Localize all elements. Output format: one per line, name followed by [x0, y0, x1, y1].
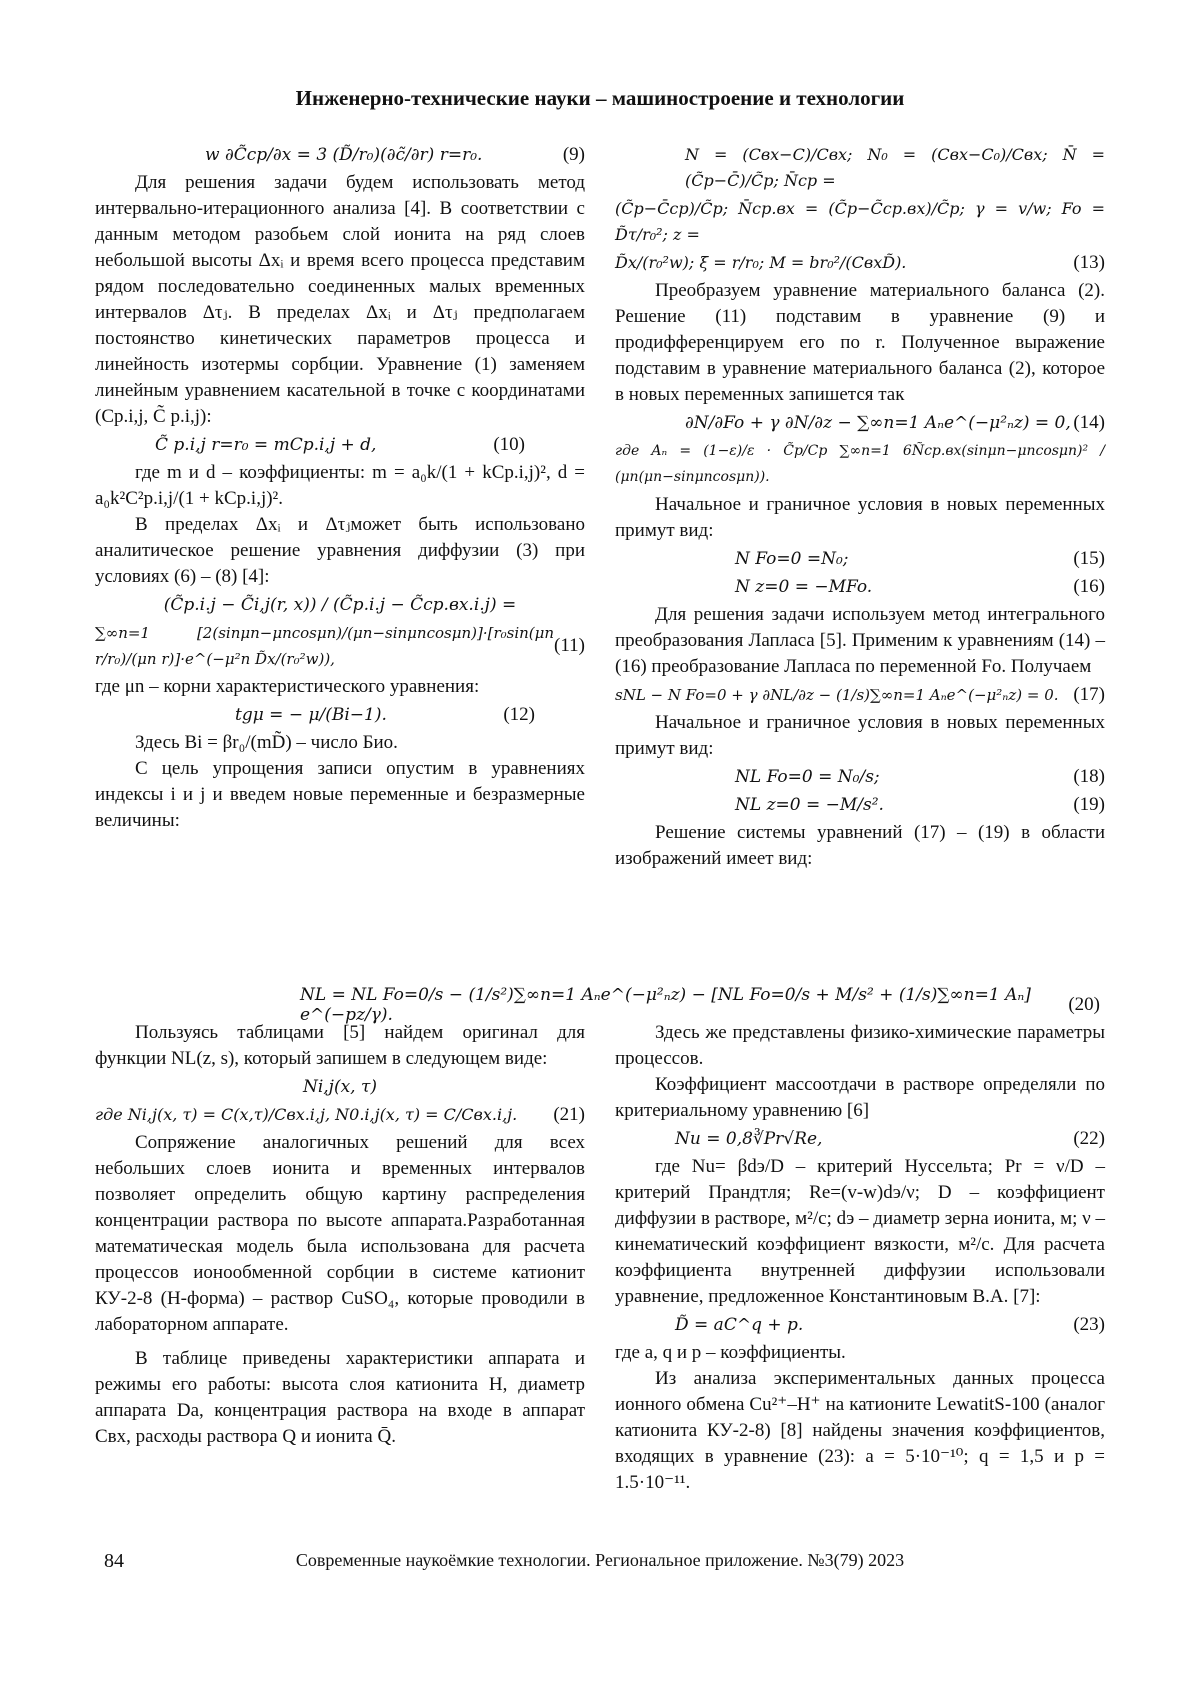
paragraph: Преобразуем уравнение материального баланса (2). Решение (11) подставим в уравнение (9) и продифференцируем его по r. Полученное выражение подставим в уравнение материального баланса (2), которое в новых переменных запишется так [615, 280, 1105, 405]
paragraph: Пользуясь таблицами [5] найдем оригинал для функции NL(z, s), который запишем в следующем виде: [95, 1022, 585, 1069]
equation-17 [615, 682, 1105, 708]
paragraph: где Nu= βdэ/D – критерий Нуссельта; Pr = ν/D – критерий Прандтля; Re=(v-w)dэ/ν; D – коэффициент диффузии в растворе, м²/с; dэ – диаметр зерна ионита, м; ν – кинематический коэффициент вязкости, м²/с. Для расчета коэффициента внутренней диффузии использовали уравнение, предложенное Константиновым В.А. [7]: [615, 1156, 1105, 1307]
equation-11-lhs [95, 592, 585, 618]
equation-18-number: (18) [1073, 766, 1105, 787]
equation-22-formula: Nu = 0,8∛Pr√Re, [675, 1129, 823, 1149]
journal-title: Современные наукоёмкие технологии. Региональное приложение. №3(79) 2023 [295, 1550, 905, 1570]
equation-9-formula: w ∂C̃ср/∂x = 3 (D̃/r₀)(∂c̃/∂r) r=r₀. [205, 145, 483, 165]
paragraph: Начальное и граничное условия в новых переменных примут вид: [615, 712, 1105, 759]
equation-20 [90, 985, 1100, 1025]
equation-16 [615, 574, 1105, 600]
paragraph: Коэффициент массоотдачи в растворе определяли по критериальному уравнению [6] [615, 1074, 1105, 1121]
equation-13-line2-formula: (C̃p−C̄ср)/C̃p; N̄ср.вх = (C̃p−C̃ср.вх)/C̃p; γ = v/w; Fo = D̃τ/r₀²; z = [615, 199, 1105, 244]
equation-13 [615, 250, 1105, 276]
equation-12-number: (12) [503, 704, 535, 725]
running-header: Инженерно-технические науки – машиностроение и технологии [295, 86, 905, 110]
equation-11-lhs-formula: (C̃p.i.j − C̃i,j(r, x)) / (C̃p.i.j − C̃ср.вх.i.j) = [163, 595, 517, 615]
left-column-top [95, 140, 585, 834]
equation-14-formula: ∂N/∂Fo + γ ∂N/∂z − ∑∞n=1 Aₙe^(−μ²ₙz) = 0, [685, 413, 1071, 433]
equation-9-number: (9) [562, 144, 585, 165]
equation-19-formula: NL z=0 = −M/s². [735, 795, 884, 815]
paragraph: Для решения задачи будем использовать метод интервально-итерационного анализа [4]. В соответствии с данным методом разобьем слой ионита на ряд слоев небольшой высоты Δxᵢ и время всего процесса представим рядом последовательно соединенных малых временных интервалов Δτⱼ. В пределах Δxᵢ и Δτⱼ предполагаем постоянство кинетических параметров процесса и линейность изотермы сорбции. Уравнение (1) заменяем линейным уравнением касательной в точке с координатами (Cp.i,j, C̃ p.i,j): [95, 172, 585, 427]
equation-14-coefficient-formula: где Aₙ = (1−ε)/ε · C̃p/Cp ∑∞n=1 6Ñср.вх(sinμn−μncosμn)² / (μn(μn−sinμncosμn)). [615, 443, 1105, 485]
equation-11 [95, 620, 585, 672]
paragraph: Здесь Bi = βr₀/(mD̃) – число Био. [135, 732, 398, 753]
equation-13-number: (13) [1073, 252, 1105, 273]
equation-10-formula: C̃ p.i,j r=r₀ = mCp.i,j + d, [155, 435, 377, 455]
equation-13-line2 [615, 196, 1105, 248]
equation-11-formula: ∑∞n=1 [2(sinμn−μncosμn)/(μn−sinμncosμn)]·[r₀sin(μn r/r₀)/(μn r)]·e^(−μ²n D̃x/(r₀²w)), [95, 624, 555, 668]
paragraph: В таблице приведены характеристики аппарата и режимы его работы: высота слоя катионита H, диаметр аппарата Da, концентрация раствора на входе в аппарат Cвх, расходы раствора Q и ионита Q̄. [95, 1348, 585, 1447]
equation-12-formula: tgμ = − μ/(Bi−1). [235, 705, 387, 725]
paragraph: где m и d – коэффициенты: m = a₀k/(1 + kCp.i,j)², d = a₀k²C²p.i,j/(1 + kCp.i,j)². [95, 462, 585, 509]
equation-13-line1 [615, 142, 1105, 194]
equation-14 [615, 410, 1105, 436]
right-column-top [615, 140, 1105, 872]
equation-17-number: (17) [1073, 684, 1105, 705]
paragraph: Из анализа экспериментальных данных процесса ионного обмена Cu²⁺–H⁺ на катионите LewatitS-100 (аналог катионита КУ-2-8) [8] найдены значения коэффициентов, входящих в уравнение (23): a = 5·10⁻¹⁰; q = 1,5 и p = 1.5·10⁻¹¹. [615, 1368, 1105, 1493]
equation-13-formula: D̃x/(r₀²w); ξ = r/r₀; M = br₀²/(CвхD̃). [615, 253, 907, 272]
equation-23-formula: D̃ = aC^q + p. [675, 1315, 804, 1335]
equation-15-formula: N Fo=0 =N₀; [735, 549, 849, 569]
equation-14-coefficient [615, 438, 1105, 490]
paragraph: Начальное и граничное условия в новых переменных примут вид: [615, 494, 1105, 541]
equation-16-formula: N z=0 = −MFo. [735, 577, 873, 597]
equation-21-top-formula: Ni,j(x, τ) [302, 1077, 378, 1097]
equation-19-number: (19) [1073, 794, 1105, 815]
equation-17-formula: sNL − N Fo=0 + γ ∂NL/∂z − (1/s)∑∞n=1 Aₙe^(−μ²ₙz) = 0. [615, 686, 1059, 704]
equation-23 [615, 1312, 1105, 1338]
equation-16-number: (16) [1073, 576, 1105, 597]
equation-10 [95, 432, 585, 458]
paragraph: где μn – корни характеристического уравнения: [95, 676, 480, 697]
equation-10-number: (10) [493, 434, 525, 455]
paragraph: Решение системы уравнений (17) – (19) в области изображений имеет вид: [615, 822, 1105, 869]
equation-18 [615, 764, 1105, 790]
paragraph: Здесь же представлены физико-химические параметры процессов. [615, 1022, 1105, 1069]
equation-9 [95, 142, 585, 168]
equation-15 [615, 546, 1105, 572]
equation-23-number: (23) [1073, 1314, 1105, 1335]
equation-21-formula: где Ni,j(x, τ) = C(x,τ)/Cвх.i,j, N0.i,j(x, τ) = C/Cвх.i,j. [95, 1105, 518, 1124]
equation-11-number: (11) [554, 635, 585, 656]
equation-13-line1-formula: N = (Cвх−C)/Cвх; N₀ = (Cвх−C₀)/Cвх; N̄ = (C̃p−C̄)/C̃p; N̄ср = [685, 145, 1105, 190]
equation-20-number: (20) [1068, 994, 1100, 1015]
equation-18-formula: NL Fo=0 = N₀/s; [735, 767, 880, 787]
paragraph: Для решения задачи используем метод интегрального преобразования Лапласа [5]. Применим к уравнениям (14) – (16) преобразование Лапласа по переменной Fo. Получаем [615, 604, 1105, 677]
paragraph: С цель упрощения записи опустим в уравнениях индексы i и j и введем новые переменные и безразмерные величины: [95, 758, 585, 831]
equation-19 [615, 792, 1105, 818]
left-column-bottom [95, 1020, 585, 1450]
right-column-bottom [615, 1020, 1105, 1496]
equation-15-number: (15) [1073, 548, 1105, 569]
page-number: 84 [104, 1550, 124, 1572]
equation-22-number: (22) [1073, 1128, 1105, 1149]
equation-20-formula: NL = NL Fo=0/s − (1/s²)∑∞n=1 Aₙe^(−μ²ₙz) − [NL Fo=0/s + M/s² + (1/s)∑∞n=1 Aₙ] e^(−pz/γ). [300, 985, 1031, 1025]
equation-12 [95, 702, 585, 728]
paragraph: где a, q и p – коэффициенты. [615, 1342, 846, 1363]
equation-21-number: (21) [553, 1104, 585, 1125]
equation-21-top [95, 1074, 585, 1100]
paragraph: В пределах Δxᵢ и Δτⱼможет быть использовано аналитическое решение уравнения диффузии (3) при условиях (6) – (8) [4]: [95, 514, 585, 587]
equation-21 [95, 1102, 585, 1128]
equation-22 [615, 1126, 1105, 1152]
paragraph: Сопряжение аналогичных решений для всех небольших слоев ионита и временных интервалов позволяет определить общую картину распределения концентрации раствора по высоте аппарата.Разработанная математическая модель была использована для расчета процессов ионообменной сорбции в системе катионит КУ-2-8 (Н-форма) – раствор CuSO₄, которые проводили в лабораторном аппарате. [95, 1132, 585, 1335]
equation-14-number: (14) [1073, 412, 1105, 433]
